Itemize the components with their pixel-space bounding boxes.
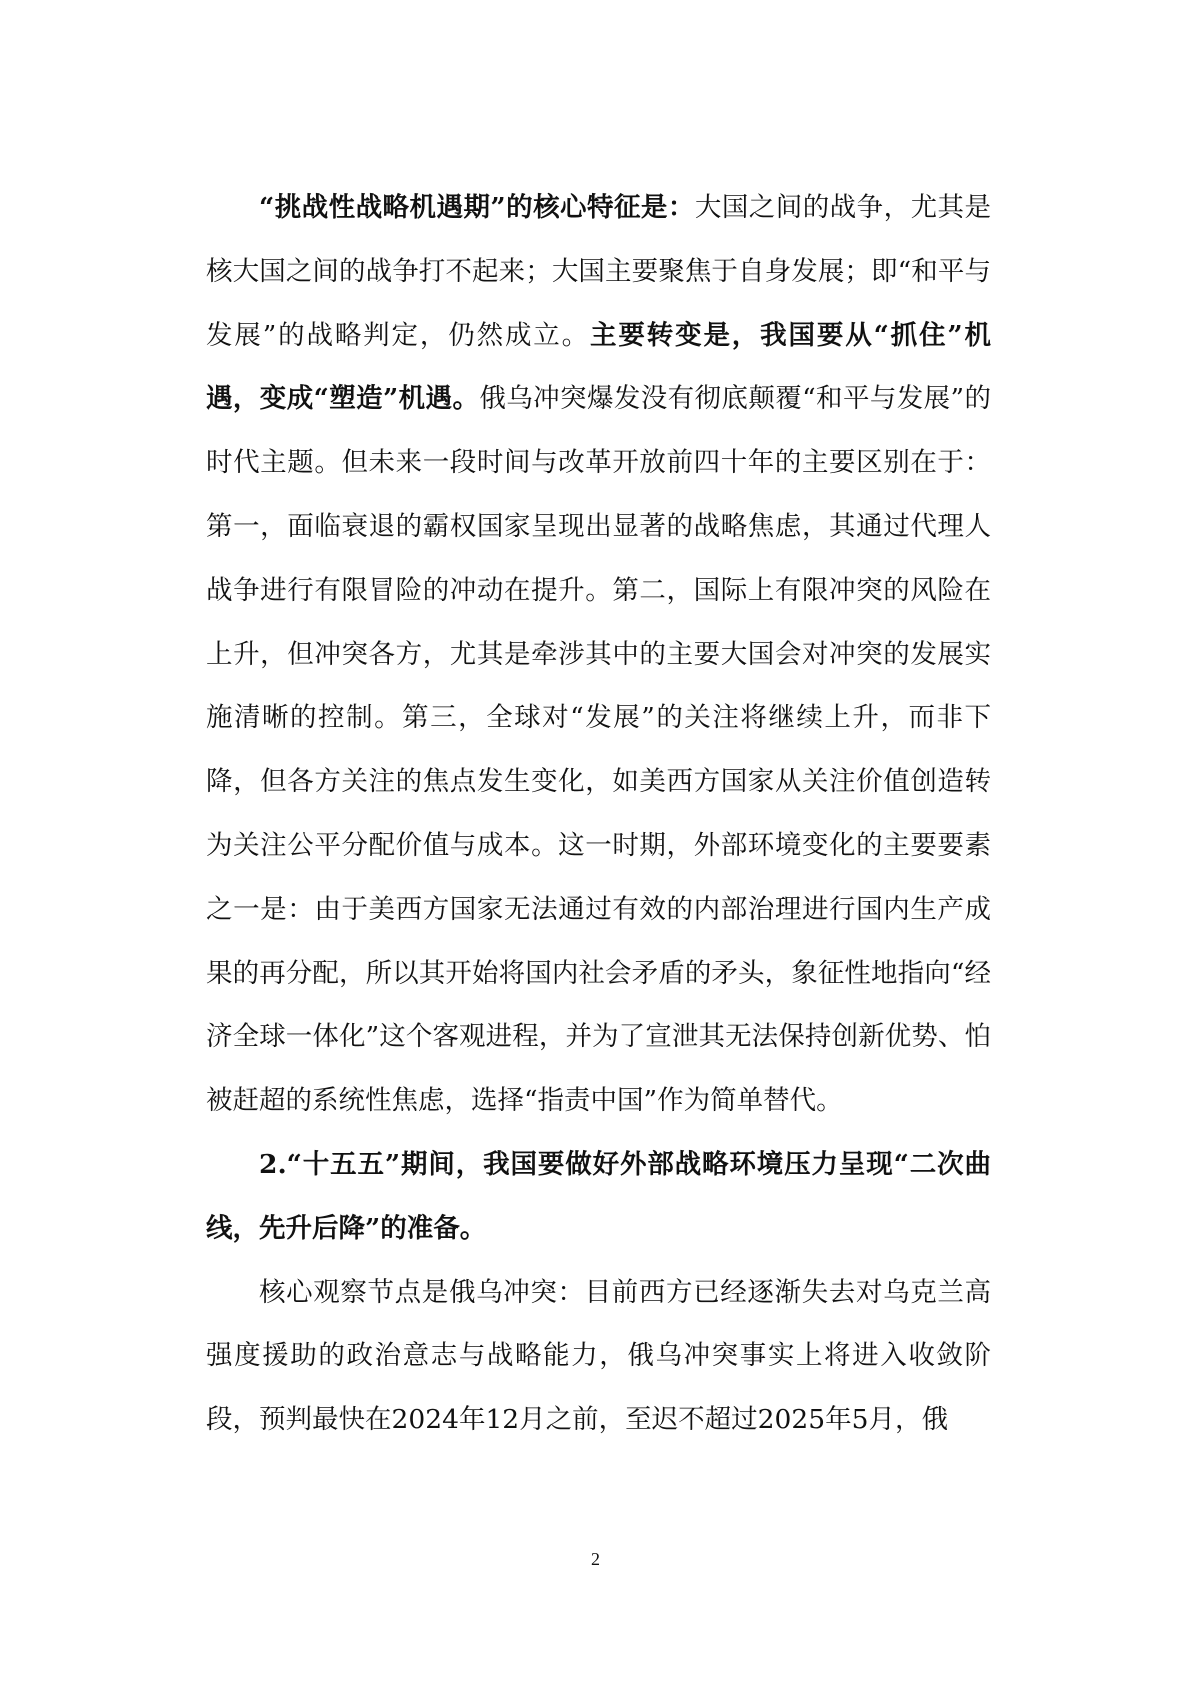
paragraph-observation-node: 核心观察节点是俄乌冲突：目前西方已经逐渐失去对乌克兰高强度援助的政治意志与战略能力，俄乌冲突事实上将进入收敛阶段，预判最快在2024年12月之前，至迟不超过2025年5月，俄 — [206, 1276, 991, 1436]
paragraph-core-features — [206, 176, 991, 1133]
bold-main-change: 主要转变是，我国要从“抓住”机遇，变成“塑造”机遇。 — [206, 319, 991, 415]
bold-lead-core-features: “挑战性战略机遇期”的核心特征是： — [259, 192, 695, 223]
page-number: 2 — [591, 1549, 600, 1569]
document-body — [206, 176, 991, 1452]
text-core-features: 大国之间的战争，尤其是核大国之间的战争打不起来；大国主要聚焦于自身发展；即“和平与发展”的战略判定，仍然成立。 — [206, 192, 991, 351]
text-ukraine-analysis: 俄乌冲突爆发没有彻底颠覆“和平与发展”的时代主题。但未来一段时间与改革开放前四十年的主要区别在于：第一，面临衰退的霸权国家呈现出显著的战略焦虑，其通过代理人战争进行有限冒险的冲动在提升。第二，国际上有限冲突的风险在上升，但冲突各方，尤其是牵涉其中的主要大国会对冲突的发展实施清晰的控制。第三，全球对“发展”的关注将继续上升，而非下降，但各方关注的焦点发生变化，如美西方国家从关注价值创造转为关注公平分配价值与成本。这一时期，外部环境变化的主要要素之一是：由于美西方国家无法通过有效的内部治理进行国内生产成果的再分配，所以其开始将国内社会矛盾的矛头，象征性地指向“经济全球一体化”这个客观进程，并为了宣泄其无法保持创新优势、怕被赶超的系统性焦虑，选择“指责中国”作为简单替代。 — [206, 383, 991, 1117]
section-heading: 2.“十五五”期间，我国要做好外部战略环境压力呈现“二次曲线，先升后降”的准备。 — [206, 1148, 991, 1244]
